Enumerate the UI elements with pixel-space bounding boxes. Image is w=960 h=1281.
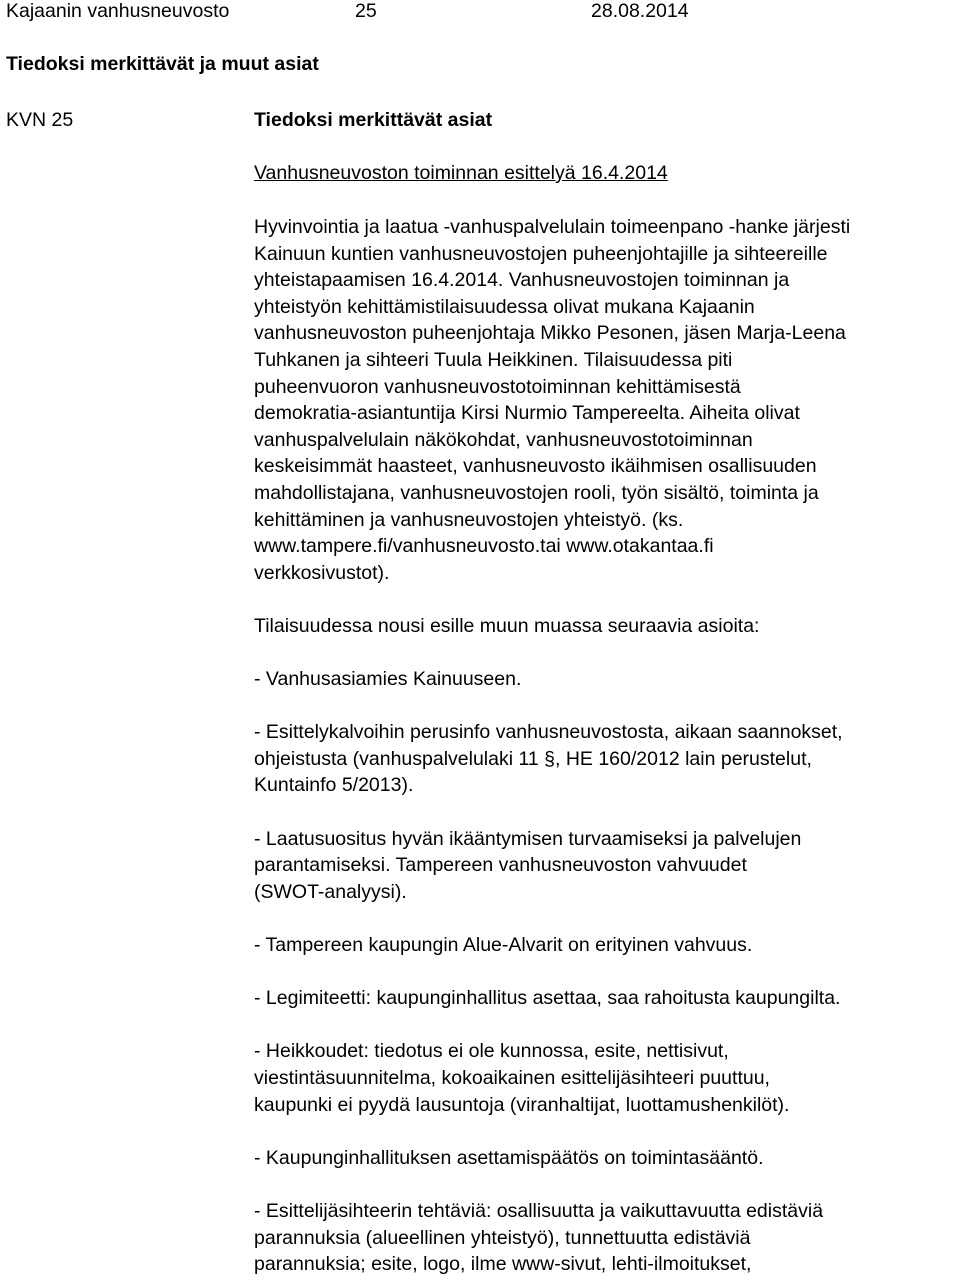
intro-line: Kainuun kuntien vanhusneuvostojen puheenjohtajille ja sihteereille bbox=[254, 242, 828, 265]
list-item bbox=[254, 826, 954, 906]
list-item-line: ohjeistusta (vanhuspalvelulaki 11 §, HE 160/2012 lain perustelut, bbox=[254, 747, 812, 770]
list-item-line: - Laatusuositus hyvän ikääntymisen turvaamiseksi ja palvelujen bbox=[254, 827, 802, 850]
list-item-line: - Tampereen kaupungin Alue-Alvarit on erityinen vahvuus. bbox=[254, 934, 753, 957]
list-item-line: parannuksia; esite, logo, ilme www-sivut, lehti-ilmoitukset, bbox=[254, 1253, 752, 1276]
list-item bbox=[254, 1038, 954, 1118]
intro-line: Tuhkanen ja sihteeri Tuula Heikkinen. Tilaisuudessa piti bbox=[254, 348, 733, 371]
page-title: Tiedoksi merkittävät ja muut asiat bbox=[6, 53, 319, 75]
body-text bbox=[254, 214, 954, 1278]
intro-line: www.tampere.fi/vanhusneuvosto.tai www.otakantaa.fi bbox=[254, 535, 714, 558]
item-heading: Tiedoksi merkittävät asiat bbox=[254, 109, 493, 131]
intro-line: yhteistyön kehittämistilaisuudessa olivat mukana Kajaanin bbox=[254, 295, 755, 318]
list-item bbox=[254, 1145, 954, 1172]
list-item-line: - Kaupunginhallituksen asettamispäätös on toimintasääntö. bbox=[254, 1146, 764, 1169]
header-date: 28.08.2014 bbox=[591, 0, 689, 22]
list-item bbox=[254, 719, 954, 799]
list-item-line: parantamiseksi. Tampereen vanhusneuvoston vahvuudet bbox=[254, 854, 747, 877]
item-subheading: Vanhusneuvoston toiminnan esittelyä 16.4.2014 bbox=[254, 162, 668, 184]
intro-line: Hyvinvointia ja laatua -vanhuspalvelulain toimeenpano -hanke järjesti bbox=[254, 216, 851, 238]
list-item-line: Kuntainfo 5/2013). bbox=[254, 774, 414, 797]
intro-line: vanhusneuvoston puheenjohtaja Mikko Pesonen, jäsen Marja-Leena bbox=[254, 322, 846, 345]
item-code: KVN 25 bbox=[6, 109, 74, 131]
list-item bbox=[254, 1198, 954, 1278]
header-section-number: 25 bbox=[355, 0, 377, 22]
intro-line: yhteistapaamisen 16.4.2014. Vanhusneuvostojen toiminnan ja bbox=[254, 269, 790, 292]
list-item-line: kaupunki ei pyydä lausuntoja (viranhaltijat, luottamushenkilöt). bbox=[254, 1093, 790, 1116]
list-item bbox=[254, 932, 954, 959]
list-item-line: - Esittelijäsihteerin tehtäviä: osallisuutta ja vaikuttavuutta edistäviä bbox=[254, 1199, 824, 1222]
list-item-line: (SWOT-analyysi). bbox=[254, 880, 407, 903]
list-item-line: - Heikkoudet: tiedotus ei ole kunnossa, esite, nettisivut, bbox=[254, 1040, 729, 1063]
list-item-line: parannuksia (alueellinen yhteistyö), tunnettuutta edistäviä bbox=[254, 1226, 751, 1249]
intro-line: keskeisimmät haasteet, vanhusneuvosto ikäihmisen osallisuuden bbox=[254, 455, 817, 478]
list-item-line: - Legimiteetti: kaupunginhallitus asettaa, saa rahoitusta kaupungilta. bbox=[254, 987, 841, 1010]
intro-line: kehittäminen ja vanhusneuvostojen yhteistyö. (ks. bbox=[254, 508, 684, 531]
intro-line: vanhuspalvelulain näkökohdat, vanhusneuvostotoiminnan bbox=[254, 428, 753, 451]
intro-line: verkkosivustot). bbox=[254, 561, 390, 584]
intro-paragraph bbox=[254, 214, 954, 586]
list-item-line: viestintäsuunnitelma, kokoaikainen esittelijäsihteeri puuttuu, bbox=[254, 1067, 770, 1089]
list-item-line: - Vanhusasiamies Kainuuseen. bbox=[254, 668, 522, 691]
intro-line: puheenvuoron vanhusneuvostotoiminnan kehittämisestä bbox=[254, 375, 741, 398]
intro-line: demokratia-asiantuntija Kirsi Nurmio Tampereelta. Aiheita olivat bbox=[254, 402, 800, 425]
list-item bbox=[254, 666, 954, 693]
points-list bbox=[254, 666, 954, 1278]
lead-in-paragraph: Tilaisuudessa nousi esille muun muassa seuraavia asioita: bbox=[254, 614, 760, 637]
header-org: Kajaanin vanhusneuvosto bbox=[6, 0, 230, 22]
intro-line: mahdollistajana, vanhusneuvostojen rooli, työn sisältö, toiminta ja bbox=[254, 481, 819, 504]
list-item bbox=[254, 985, 954, 1012]
list-item-line: - Esittelykalvoihin perusinfo vanhusneuvostosta, aikaan saannokset, bbox=[254, 721, 843, 744]
